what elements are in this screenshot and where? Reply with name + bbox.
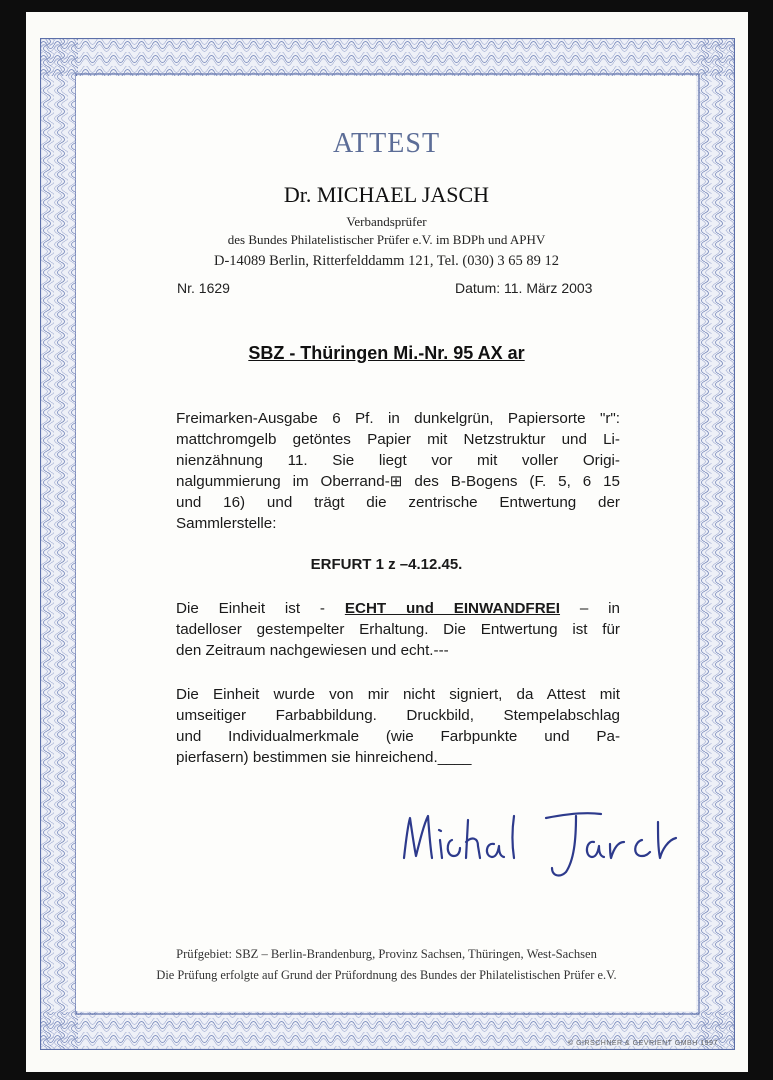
verdict-paragraph xyxy=(176,598,620,661)
text-line xyxy=(176,598,620,619)
text-line: und 16) und trägt die zentrische Entwertung der xyxy=(176,494,620,511)
verdict-genuine: ECHT und EINWANDFREI xyxy=(344,600,561,617)
examiner-name: Dr. MICHAEL JASCH xyxy=(283,182,490,207)
text-line: tadelloser gestempelter Erhaltung. Die Entwertung ist für xyxy=(176,621,620,638)
verdict-prefix: Die Einheit ist - xyxy=(176,600,325,617)
examiner-address: D-14089 Berlin, Ritterfelddamm 121, Tel. (030) 3 65 89 12 xyxy=(213,253,560,269)
text-line: pierfasern) bestimmen sie hinreichend.____ xyxy=(176,749,472,766)
verdict-suffix: – in xyxy=(579,600,620,617)
text-line: Die Einheit wurde von mir nicht signiert, da Attest mit xyxy=(176,686,620,703)
text-line: nienzähnung 11. Sie liegt vor mit voller Origi- xyxy=(176,452,620,469)
examiner-association: des Bundes Philatelistischer Prüfer e.V. im BDPh und APHV xyxy=(227,232,546,247)
subject-text: SBZ - Thüringen Mi.-Nr. 95 AX ar xyxy=(248,343,525,363)
examination-area: Prüfgebiet: SBZ – Berlin-Brandenburg, Provinz Sachsen, Thüringen, West-Sachsen xyxy=(176,947,597,961)
text-line: den Zeitraum nachgewiesen und echt.--- xyxy=(176,642,449,659)
cancellation-text: ERFURT 1 z –4.12.45. xyxy=(310,556,463,573)
examiner-role: Verbandsprüfer xyxy=(346,214,427,229)
examination-rules: Die Prüfung erfolgte auf Grund der Prüfordnung des Bundes der Philatelistischen Prüfer e.V. xyxy=(156,968,617,982)
certificate-title: ATTEST xyxy=(332,128,441,159)
text-line: und Individualmerkmale (wie Farbpunkte und Pa- xyxy=(176,728,620,745)
certificate-date: Datum: 11. März 2003 xyxy=(455,280,593,296)
stamp-subject xyxy=(0,343,773,364)
text-line: mattchromgelb getöntes Papier mit Netzstruktur und Li- xyxy=(176,431,620,448)
text-line: Sammlerstelle: xyxy=(176,515,277,532)
note-paragraph xyxy=(176,684,620,768)
text-line: umseitiger Farbabbildung. Druckbild, Stempelabschlag xyxy=(176,707,620,724)
text-line: Freimarken-Ausgabe 6 Pf. in dunkelgrün, Papiersorte "r": xyxy=(176,410,620,427)
printer-imprint: © GIRSCHNER & GEVRIENT GMBH 1997 xyxy=(568,1040,718,1047)
certificate-number: Nr. 1629 xyxy=(177,280,230,296)
signature-image xyxy=(396,800,686,880)
text-line: nalgummierung im Oberrand-⊞ des B-Bogens (F. 5, 6 15 xyxy=(176,473,620,490)
description-paragraph xyxy=(176,408,620,534)
